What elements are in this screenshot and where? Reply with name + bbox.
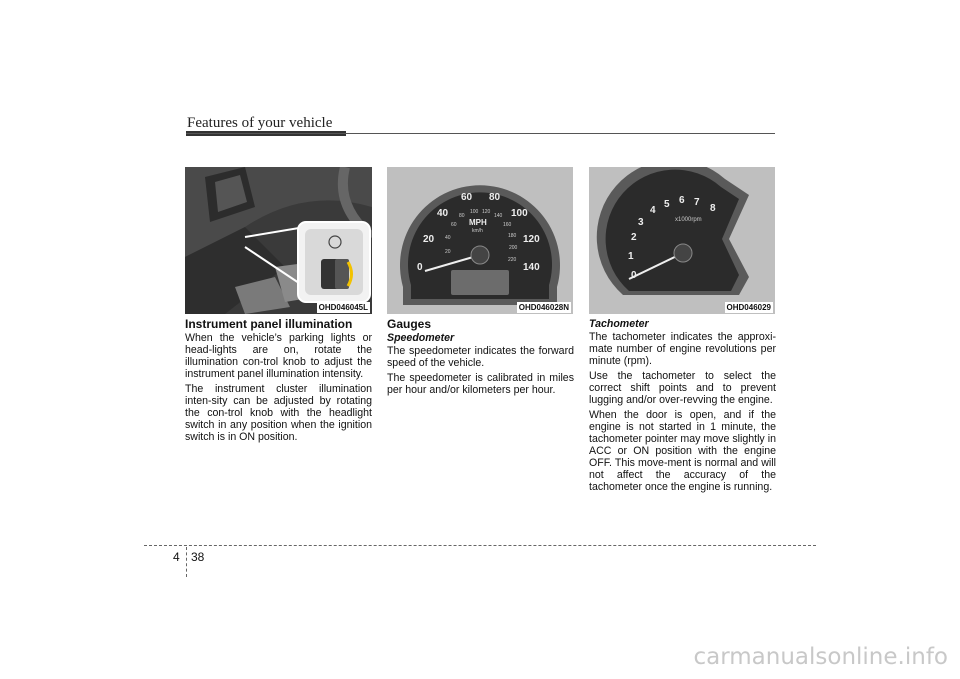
section-heading: Instrument panel illumination <box>185 317 353 331</box>
kmh-label-20: 20 <box>445 249 451 255</box>
kmh-label-220: 220 <box>508 257 517 263</box>
mph-label-140: 140 <box>523 262 540 273</box>
page-header-title: Features of your vehicle <box>187 115 333 131</box>
paragraph: The speedometer indicates the forward speed of the vehicle. <box>387 345 574 369</box>
column-tachometer <box>589 318 776 496</box>
kmh-label-80: 80 <box>459 213 465 219</box>
rpm-label-1: 1 <box>628 251 634 262</box>
unit-kmh: km/h <box>472 228 483 234</box>
kmh-label-120: 120 <box>482 209 491 215</box>
figure-code: OHD046045L <box>318 303 368 312</box>
dashboard-illustration <box>185 167 372 314</box>
column-illumination <box>185 318 372 446</box>
mph-label-40: 40 <box>437 208 449 219</box>
section-heading: Gauges <box>387 317 432 331</box>
paragraph: The instrument cluster illumination inten-sity can be adjusted by rotating the con-trol knob with the headlight switch in any position when the ignition switch is in ON position. <box>185 383 372 443</box>
mph-label-0: 0 <box>417 262 423 273</box>
rpm-label-2: 2 <box>631 232 637 243</box>
kmh-label-100: 100 <box>470 209 479 215</box>
paragraph: Use the tachometer to select the correct shift points and to prevent lugging and/or over-revving the engine. <box>589 370 776 406</box>
tachometer-figure <box>589 167 775 314</box>
kmh-label-200: 200 <box>509 245 518 251</box>
rpm-label-4: 4 <box>650 205 656 216</box>
paragraph: The tachometer indicates the approxi-mate number of engine revolutions per minute (rpm). <box>589 331 776 367</box>
paragraph: The speedometer is calibrated in miles per hour and/or kilometers per hour. <box>387 372 574 396</box>
mph-label-20: 20 <box>423 234 435 245</box>
footer-divider <box>186 547 187 577</box>
paragraph: When the vehicle’s parking lights or head-lights are on, rotate the illumination con-trol knob to adjust the instrument panel illumination intensity. <box>185 332 372 380</box>
paragraph: When the door is open, and if the engine is not started in 1 minute, the tachometer pointer may move slightly in ACC or ON position with the engine OFF. This move-ment is normal and will not affect the accuracy of the tachometer once the engine is running. <box>589 409 776 493</box>
header-rule <box>186 133 775 134</box>
mph-label-120: 120 <box>523 234 540 245</box>
kmh-label-180: 180 <box>508 233 517 239</box>
footer-rule <box>144 545 816 546</box>
mph-label-60: 60 <box>461 192 473 203</box>
rpm-unit: x1000rpm <box>675 217 702 223</box>
watermark: carmanualsonline.info <box>693 644 948 670</box>
unit-mph: MPH <box>469 218 487 227</box>
rpm-label-6: 6 <box>679 195 685 206</box>
rpm-label-3: 3 <box>638 217 644 228</box>
rpm-label-0: 0 <box>631 270 637 281</box>
figure-code: OHD046028N <box>518 303 569 312</box>
rpm-label-7: 7 <box>694 197 700 208</box>
speedometer-illustration <box>387 167 573 314</box>
kmh-label-40: 40 <box>445 235 451 241</box>
mph-label-100: 100 <box>511 208 528 219</box>
mph-label-80: 80 <box>489 192 501 203</box>
subsection-heading: Tachometer <box>589 318 649 330</box>
page-number: 38 <box>191 550 205 564</box>
illumination-figure <box>185 167 372 314</box>
rpm-label-8: 8 <box>710 203 716 214</box>
column-gauges <box>387 318 574 399</box>
subsection-heading: Speedometer <box>387 332 455 344</box>
speedometer-figure <box>387 167 573 314</box>
rpm-label-5: 5 <box>664 199 670 210</box>
figure-code: OHD046029 <box>726 303 771 312</box>
kmh-label-60: 60 <box>451 222 457 228</box>
tachometer-illustration <box>589 167 775 314</box>
kmh-label-140: 140 <box>494 213 503 219</box>
chapter-number: 4 <box>173 550 180 564</box>
kmh-label-160: 160 <box>503 222 512 228</box>
